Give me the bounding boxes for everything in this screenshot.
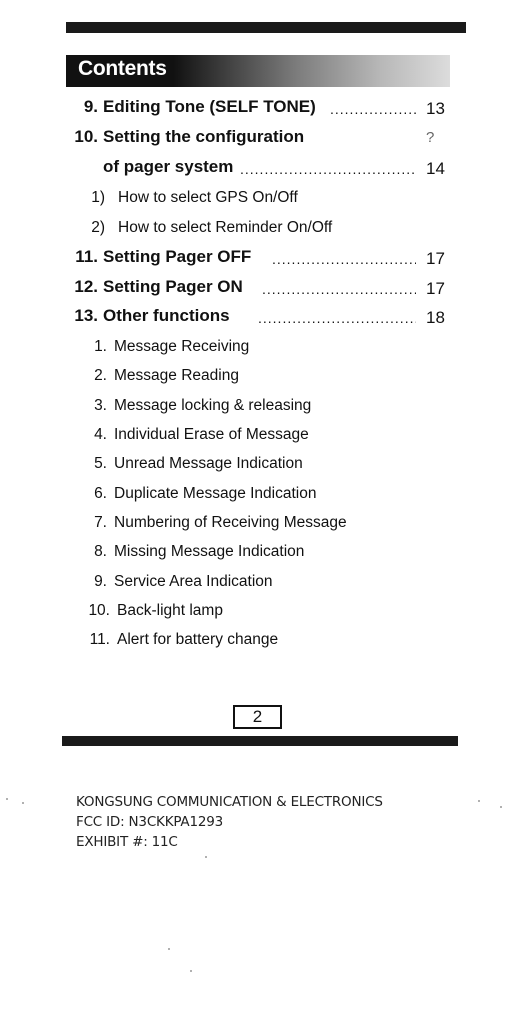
toc-entry-number: 1) [91,189,105,206]
company-stamp: KONGSUNG COMMUNICATION & ELECTRONICS [76,794,383,810]
function-item-number: 6. [94,485,107,502]
toc-subentry [0,219,510,243]
function-item-number: 3. [94,397,107,414]
toc-entry-title: Setting the configuration [103,127,305,146]
toc-entry-title: of pager system [103,157,234,176]
toc-entry-page: 17 [426,279,445,298]
function-item-title: Individual Erase of Message [114,426,309,443]
function-item-number: 4. [94,426,107,443]
function-item-number: 1. [94,338,107,355]
function-item-title: Message Reading [114,367,239,384]
function-item-title: Missing Message Indication [114,543,305,560]
toc-entry-number: 12. [74,277,98,296]
toc-entry [0,247,510,271]
function-item-number: 11. [89,631,110,648]
function-item-number: 10. [88,602,110,619]
dot-leader [262,277,416,301]
scan-speck [6,798,8,800]
function-item-title: Message Receiving [114,338,250,355]
dot-leader [240,157,416,181]
contents-heading: Contents [78,57,167,80]
toc-entry-number: 9. [83,97,98,116]
function-item-title: Unread Message Indication [114,455,303,472]
scan-speck [478,800,480,802]
toc-entry [0,277,510,301]
function-item-title: Numbering of Receiving Message [114,514,347,531]
function-item-number: 7. [94,514,107,531]
toc-entry-number: 13. [74,306,98,325]
function-item-title: Duplicate Message Indication [114,485,317,502]
function-item-number: 2. [94,367,107,384]
toc-entry [0,97,510,121]
function-item [0,485,510,509]
function-item-number: 9. [94,573,107,590]
exhibit-stamp: EXHIBIT #: 11C [76,834,178,850]
function-item [0,338,510,362]
toc-entry-page: 18 [426,308,445,327]
toc-entry-page: 17 [426,249,445,268]
function-item [0,397,510,421]
toc-subentry [0,189,510,213]
scan-speck [500,806,502,808]
function-item [0,426,510,450]
toc-entry-title: How to select GPS On/Off [118,189,298,206]
function-item [0,573,510,597]
toc-entry-title: Editing Tone (SELF TONE) [103,97,316,116]
bottom-rule [62,736,458,746]
function-item-title: Message locking & releasing [114,397,312,414]
toc-entry-number: 11. [75,247,98,266]
toc-entry-continued [0,157,510,181]
function-item [0,455,510,479]
toc-entry-title: Setting Pager ON [103,277,243,296]
function-item-title: Back-light lamp [117,602,223,619]
function-item-title: Alert for battery change [117,631,279,648]
toc-entry [0,306,510,330]
contents-header-bar [66,55,450,87]
scan-speck [168,948,170,950]
function-item-number: 8. [94,543,107,560]
toc-entry-page: ? [426,129,435,146]
toc-entry-page: 14 [426,159,445,178]
scan-speck [22,802,24,804]
scan-speck [205,856,207,858]
toc-entry-number: 10. [74,127,98,146]
function-item-title: Service Area Indication [114,573,273,590]
toc-entry-title: Other functions [103,306,230,325]
top-rule [66,22,466,33]
toc-entry [0,127,510,151]
dot-leader [330,97,416,121]
function-item [0,367,510,391]
scan-speck [190,970,192,972]
toc-entry-title: Setting Pager OFF [103,247,252,266]
dot-leader [272,247,416,271]
toc-entry-page: 13 [426,99,445,118]
toc-entry-title: How to select Reminder On/Off [118,219,333,236]
function-item [0,514,510,538]
page-number-box: 2 [233,705,282,729]
toc-entry-number: 2) [91,219,105,236]
function-item [0,602,510,626]
dot-leader [258,306,416,330]
fcc-id-stamp: FCC ID: N3CKKPA1293 [76,814,224,830]
function-item-number: 5. [94,455,107,472]
function-item [0,543,510,567]
function-item [0,631,510,655]
